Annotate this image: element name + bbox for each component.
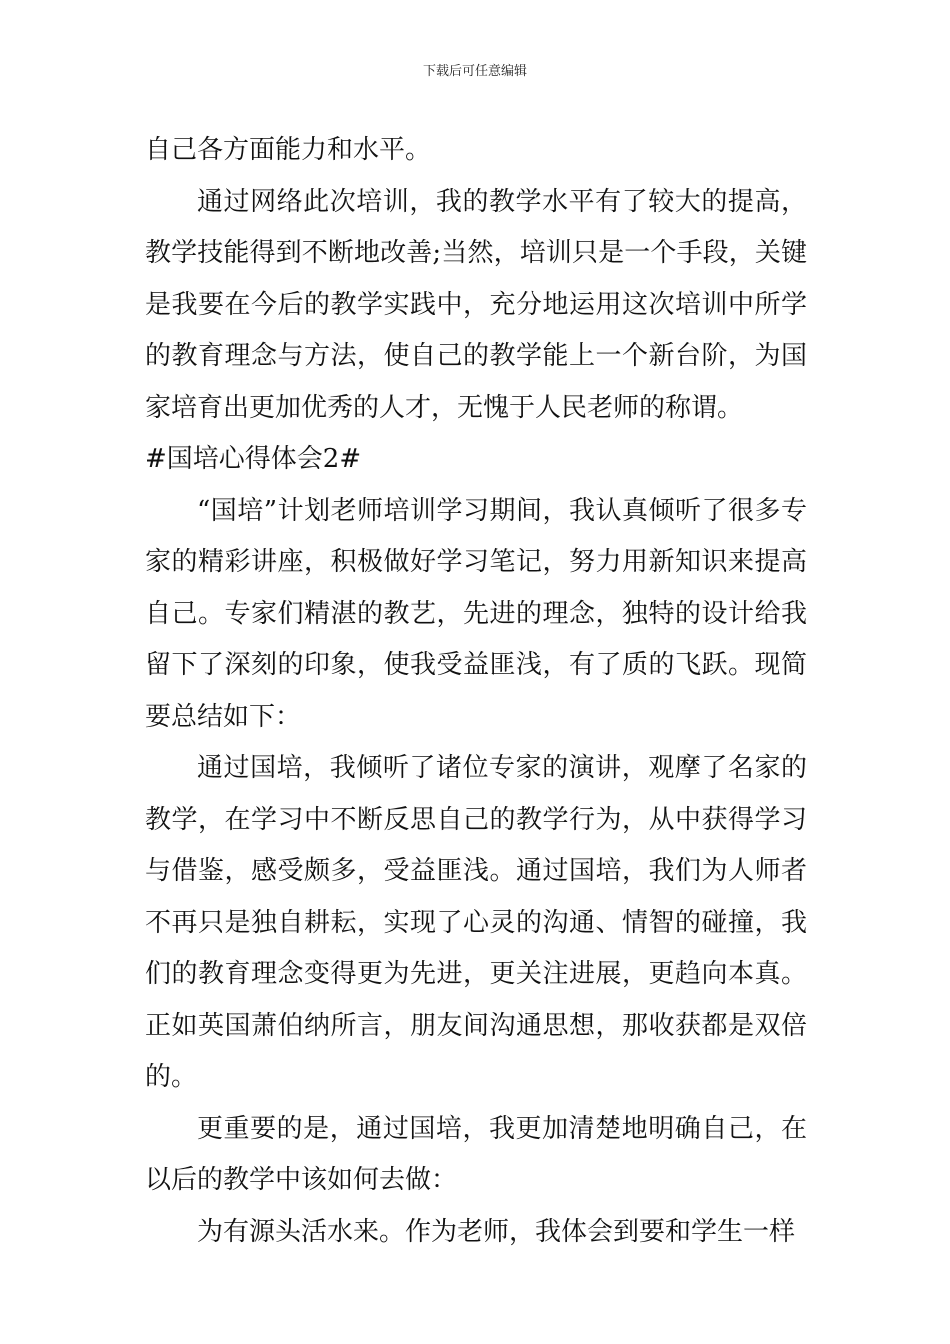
section-heading: #国培心得体会2# [145,444,362,474]
paragraph-6: 为有源头活水来。作为老师，我体会到要和学生一样 [197,1216,796,1247]
document-body [145,125,807,1258]
page-header-note: 下载后可任意编辑 [422,64,527,79]
paragraph-5: 更重要的是，通过国培，我更加清楚地明确自己，在以后的教学中该如何去做： [145,1113,807,1195]
paragraph-1: 自己各方面能力和水平。 [145,135,432,165]
paragraph-3: “国培”计划老师培训学习期间，我认真倾听了很多专家的精彩讲座，积极做好学习笔记，努力用新知识来提高自己。专家们精湛的教艺，先进的理念，独特的设计给我留下了深刻的印象，使我受益匪浅，有了质的飞跃。现简要总结如下： [145,495,807,732]
paragraph-4: 通过国培，我倾听了诸位专家的演讲，观摩了名家的教学，在学习中不断反思自己的教学行为，从中获得学习与借鉴，感受颇多，受益匪浅。通过国培，我们为人师者不再只是独自耕耘，实现了心灵的沟通、情智的碰撞，我们的教育理念变得更为先进，更关注进展，更趋向本真。正如英国萧伯纳所言，朋友间沟通思想，那收获都是双倍的。 [145,753,807,1092]
paragraph-2: 通过网络此次培训，我的教学水平有了较大的提高，教学技能得到不断地改善;当然，培训只是一个手段，关键是我要在今后的教学实践中，充分地运用这次培训中所学的教育理念与方法，使自己的教学能上一个新台阶，为国家培育出更加优秀的人才，无愧于人民老师的称谓。 [145,186,807,423]
